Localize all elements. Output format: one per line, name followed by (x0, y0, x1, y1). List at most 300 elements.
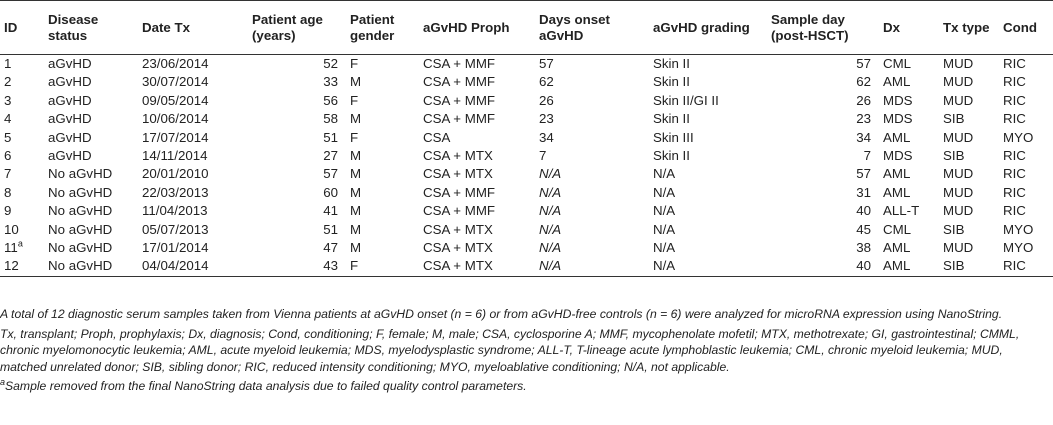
cell-patient-age (248, 55, 346, 74)
cell-agvhd-grading (649, 92, 767, 110)
cell-date-tx-text: 09/05/2014 (142, 92, 209, 108)
cell-id (0, 129, 44, 147)
cell-patient-gender-text: M (350, 203, 362, 219)
cell-agvhd-proph-text: CSA + MMF (423, 56, 496, 71)
cell-disease-status (44, 257, 138, 276)
cell-disease-status-text: No aGvHD (48, 221, 113, 237)
column-header: Tx type (939, 1, 999, 55)
cell-sample-day-text: 26 (856, 92, 871, 108)
cell-date-tx (138, 147, 248, 165)
cell-sample-day (767, 165, 879, 183)
cell-date-tx (138, 184, 248, 202)
cell-patient-age (248, 110, 346, 128)
cell-agvhd-grading-text: Skin II (653, 74, 690, 90)
cell-sample-day-text: 62 (856, 74, 871, 90)
table-row (0, 147, 1053, 165)
cell-days-onset-text: 57 (539, 56, 554, 71)
table-row (0, 184, 1053, 202)
cell-cond-text: RIC (1003, 92, 1026, 108)
table-row (0, 129, 1053, 147)
cell-agvhd-proph-text: CSA + MMF (423, 203, 496, 219)
cell-date-tx-text: 17/07/2014 (142, 129, 209, 145)
cell-id (0, 147, 44, 165)
cell-agvhd-proph-text: CSA + MMF (423, 92, 496, 108)
cell-days-onset (535, 147, 649, 165)
cell-patient-gender (346, 129, 419, 147)
cell-sample-day-text: 57 (856, 56, 871, 71)
cell-id-text: 5 (4, 129, 12, 145)
cell-agvhd-grading-text: N/A (653, 203, 676, 219)
cell-days-onset (535, 165, 649, 183)
footnote-marker: a (0, 377, 6, 388)
cell-cond-text: RIC (1003, 184, 1026, 200)
cell-patient-age (248, 239, 346, 257)
cell-agvhd-grading (649, 73, 767, 91)
cell-days-onset (535, 184, 649, 202)
cell-tx-type (939, 202, 999, 220)
cell-id-text: 3 (4, 92, 12, 108)
cell-dx (879, 73, 939, 91)
cell-patient-gender (346, 147, 419, 165)
cell-patient-age-text: 52 (323, 56, 338, 71)
cell-id (0, 55, 44, 74)
column-header: Sample day (post-HSCT) (767, 1, 879, 55)
cell-disease-status (44, 165, 138, 183)
cell-id-text: 10 (4, 221, 19, 237)
table-row (0, 257, 1053, 276)
header-row (0, 1, 1053, 55)
cell-id (0, 92, 44, 110)
cell-agvhd-proph-text: CSA (423, 129, 451, 145)
cell-patient-gender (346, 55, 419, 74)
table-footnotes (0, 306, 1050, 398)
cell-dx-text: MDS (883, 148, 913, 164)
cell-tx-type (939, 55, 999, 74)
cell-tx-type-text: MUD (943, 74, 974, 90)
cell-tx-type (939, 165, 999, 183)
cell-days-onset-text: N/A (539, 240, 562, 256)
cell-agvhd-grading (649, 239, 767, 257)
cell-sample-day-text: 23 (856, 111, 871, 127)
cell-days-onset-text: 62 (539, 74, 554, 90)
cell-agvhd-proph-text: CSA + MMF (423, 74, 496, 90)
cell-patient-age-text: 41 (323, 203, 338, 219)
cell-tx-type (939, 147, 999, 165)
cell-patient-age-text: 56 (323, 92, 338, 108)
cell-sample-day (767, 221, 879, 239)
cell-cond-text: MYO (1003, 221, 1034, 237)
cell-tx-type-text: MUD (943, 184, 974, 200)
cell-id-text: 9 (4, 203, 12, 219)
cell-days-onset (535, 221, 649, 239)
footnote-note (0, 378, 1050, 395)
cell-agvhd-grading-text: N/A (653, 166, 676, 182)
cell-patient-gender-text: F (350, 129, 359, 145)
cell-date-tx (138, 73, 248, 91)
cell-days-onset-text: N/A (539, 184, 562, 200)
cell-cond (999, 129, 1053, 147)
cell-patient-gender-text: M (350, 166, 362, 182)
table-row (0, 202, 1053, 220)
cell-cond (999, 202, 1053, 220)
cell-date-tx (138, 221, 248, 239)
column-header: Days onset aGvHD (535, 1, 649, 55)
cell-disease-status (44, 184, 138, 202)
cell-dx-text: AML (883, 240, 911, 256)
cell-id-text: 7 (4, 166, 12, 182)
cell-patient-gender (346, 110, 419, 128)
cell-date-tx-text: 23/06/2014 (142, 56, 209, 71)
cell-disease-status (44, 221, 138, 239)
cell-patient-age-text: 33 (323, 74, 338, 90)
cell-dx-text: AML (883, 184, 911, 200)
cell-date-tx-text: 04/04/2014 (142, 258, 209, 274)
cell-tx-type (939, 73, 999, 91)
cell-patient-gender-text: M (350, 221, 362, 237)
cell-dx-text: MDS (883, 111, 913, 127)
cell-sample-day (767, 110, 879, 128)
cell-agvhd-grading-text: Skin III (653, 129, 694, 145)
cell-days-onset-text: 7 (539, 148, 547, 164)
cell-patient-gender (346, 221, 419, 239)
cell-disease-status-text: aGvHD (48, 129, 92, 145)
cell-cond (999, 257, 1053, 276)
cell-cond-text: RIC (1003, 258, 1026, 274)
cell-tx-type-text: MUD (943, 129, 974, 145)
cell-disease-status-text: aGvHD (48, 56, 92, 71)
cell-id-text: 12 (4, 258, 19, 274)
cell-cond-text: MYO (1003, 129, 1034, 145)
cell-patient-gender-text: M (350, 111, 362, 127)
cell-days-onset (535, 239, 649, 257)
cell-patient-age (248, 73, 346, 91)
cell-cond-text: RIC (1003, 74, 1026, 90)
cell-dx (879, 147, 939, 165)
cell-id-text: 11 (4, 240, 18, 256)
footnote-note-text: Sample removed from the final NanoString data analysis due to failed quality control parameters. (5, 379, 527, 394)
cell-id (0, 257, 44, 276)
cell-sample-day-text: 7 (863, 148, 871, 164)
cell-days-onset (535, 110, 649, 128)
cell-disease-status-text: No aGvHD (48, 240, 113, 256)
cell-tx-type-text: MUD (943, 56, 974, 71)
cell-sample-day-text: 31 (856, 184, 871, 200)
cell-agvhd-proph (419, 147, 535, 165)
cell-tx-type-text: SIB (943, 111, 965, 127)
cell-patient-age-text: 51 (323, 221, 338, 237)
cell-sample-day (767, 92, 879, 110)
cell-sample-day (767, 129, 879, 147)
cell-tx-type-text: SIB (943, 221, 965, 237)
cell-disease-status (44, 129, 138, 147)
column-header: Patient age (years) (248, 1, 346, 55)
cell-patient-gender-text: M (350, 184, 362, 200)
cell-id (0, 221, 44, 239)
cell-dx (879, 165, 939, 183)
cell-disease-status-text: No aGvHD (48, 184, 113, 200)
cell-agvhd-grading-text: Skin II (653, 56, 690, 71)
cell-dx-text: CML (883, 56, 912, 71)
cell-date-tx (138, 202, 248, 220)
cell-date-tx-text: 20/01/2010 (142, 166, 209, 182)
cell-date-tx (138, 129, 248, 147)
cell-days-onset-text: 34 (539, 129, 554, 145)
cell-disease-status-text: aGvHD (48, 92, 92, 108)
cell-patient-age (248, 202, 346, 220)
cell-cond-text: MYO (1003, 240, 1034, 256)
cell-tx-type-text: MUD (943, 166, 974, 182)
cell-days-onset-text: N/A (539, 203, 562, 219)
cell-tx-type-text: SIB (943, 258, 965, 274)
cell-patient-age (248, 129, 346, 147)
cell-cond (999, 165, 1053, 183)
cell-days-onset-text: 26 (539, 92, 554, 108)
cell-patient-gender (346, 257, 419, 276)
cell-cond (999, 92, 1053, 110)
cell-patient-age (248, 147, 346, 165)
cell-agvhd-proph (419, 55, 535, 74)
column-header: Date Tx (138, 1, 248, 55)
cell-cond-text: RIC (1003, 111, 1026, 127)
cell-patient-gender-text: F (350, 258, 359, 274)
cell-cond (999, 239, 1053, 257)
cell-date-tx-text: 22/03/2013 (142, 184, 209, 200)
cell-dx (879, 55, 939, 74)
cell-sample-day-text: 45 (856, 221, 871, 237)
cell-sample-day-text: 38 (856, 240, 871, 256)
cell-days-onset-text: 23 (539, 111, 554, 127)
cell-cond (999, 147, 1053, 165)
cell-patient-age (248, 221, 346, 239)
cell-dx-text: AML (883, 166, 911, 182)
cell-agvhd-proph-text: CSA + MMF (423, 111, 496, 127)
cell-dx-text: MDS (883, 92, 913, 108)
cell-disease-status (44, 202, 138, 220)
cell-date-tx-text: 05/07/2013 (142, 221, 209, 237)
cell-dx (879, 92, 939, 110)
cell-agvhd-grading-text: N/A (653, 240, 676, 256)
cell-sample-day (767, 184, 879, 202)
cell-disease-status (44, 239, 138, 257)
cell-id-text: 1 (4, 56, 12, 71)
cell-tx-type (939, 184, 999, 202)
cell-sample-day-text: 40 (856, 258, 871, 274)
cell-agvhd-grading (649, 147, 767, 165)
table-row (0, 165, 1053, 183)
cell-agvhd-grading (649, 55, 767, 74)
cell-agvhd-grading-text: N/A (653, 258, 676, 274)
cell-dx-text: AML (883, 129, 911, 145)
footnote-abbreviations: Tx, transplant; Proph, prophylaxis; Dx, diagnosis; Cond, conditioning; F, female; M, male; CSA, cyclosporine A; MMF, mycophenolate mofetil; MTX, methotrexate; GI, gastrointestinal; CMML, chronic myelomonocytic leukemia; AML, acute myeloid leukemia; MDS, myelodysplastic syndrome; ALL-T, T-lineage acute lymphoblastic leukemia; CML, chronic myeloid leukemia; MUD, matched unrelated donor; SIB, sibling donor; RIC, reduced intensity conditioning; MYO, myeloablative conditioning; N/A, not applicable. (0, 326, 1020, 374)
cell-tx-type (939, 129, 999, 147)
cell-patient-age (248, 257, 346, 276)
cell-id-text: 6 (4, 148, 12, 164)
cell-disease-status-text: aGvHD (48, 111, 92, 127)
cell-patient-age-text: 51 (323, 129, 338, 145)
table-body (0, 55, 1053, 277)
cell-dx-text: ALL-T (883, 203, 920, 219)
cell-agvhd-proph-text: CSA + MTX (423, 240, 493, 256)
cell-agvhd-grading (649, 257, 767, 276)
cell-patient-gender (346, 239, 419, 257)
cell-id (0, 73, 44, 91)
cell-id (0, 165, 44, 183)
cell-agvhd-grading-text: Skin II (653, 111, 690, 127)
footnote-marker: a (17, 238, 23, 249)
cell-id-text: 2 (4, 74, 12, 90)
cell-date-tx (138, 165, 248, 183)
footnote-summary: A total of 12 diagnostic serum samples taken from Vienna patients at aGvHD onset (n = 6) or from aGvHD-free controls (n = 6) were analyzed for microRNA expression using NanoString. (0, 307, 1003, 321)
cell-cond-text: RIC (1003, 148, 1026, 164)
cell-dx-text: CML (883, 221, 912, 237)
cell-cond (999, 73, 1053, 91)
cell-days-onset (535, 202, 649, 220)
cell-cond-text: RIC (1003, 166, 1026, 182)
cell-patient-age (248, 184, 346, 202)
table-row (0, 92, 1053, 110)
cell-agvhd-proph-text: CSA + MTX (423, 148, 493, 164)
cell-patient-age-text: 60 (323, 184, 338, 200)
cell-date-tx (138, 55, 248, 74)
cell-agvhd-grading-text: N/A (653, 221, 676, 237)
cell-days-onset (535, 129, 649, 147)
cell-cond (999, 110, 1053, 128)
cell-dx-text: AML (883, 74, 911, 90)
cell-patient-gender (346, 202, 419, 220)
table-row (0, 110, 1053, 128)
cell-dx (879, 239, 939, 257)
cell-agvhd-proph-text: CSA + MMF (423, 184, 496, 200)
cell-dx (879, 110, 939, 128)
cell-days-onset (535, 73, 649, 91)
cell-disease-status-text: aGvHD (48, 74, 92, 90)
cell-tx-type-text: MUD (943, 240, 974, 256)
cell-agvhd-grading (649, 129, 767, 147)
cell-agvhd-proph-text: CSA + MTX (423, 221, 493, 237)
cell-tx-type-text: MUD (943, 92, 974, 108)
cell-agvhd-proph-text: CSA + MTX (423, 258, 493, 274)
cell-id (0, 184, 44, 202)
cell-patient-gender (346, 165, 419, 183)
cell-date-tx (138, 110, 248, 128)
cell-tx-type (939, 221, 999, 239)
cell-date-tx-text: 17/01/2014 (142, 240, 209, 256)
cell-id-text: 4 (4, 111, 12, 127)
cell-agvhd-proph (419, 73, 535, 91)
cell-agvhd-proph (419, 92, 535, 110)
cell-agvhd-grading (649, 110, 767, 128)
cell-agvhd-grading (649, 202, 767, 220)
cell-agvhd-proph (419, 239, 535, 257)
cell-patient-age-text: 43 (323, 258, 338, 274)
cell-disease-status (44, 55, 138, 74)
cell-dx (879, 257, 939, 276)
cell-tx-type (939, 239, 999, 257)
cell-patient-gender (346, 184, 419, 202)
cell-sample-day (767, 55, 879, 74)
cell-days-onset-text: N/A (539, 221, 562, 237)
cell-patient-gender (346, 73, 419, 91)
cell-id-text: 8 (4, 184, 12, 200)
cell-agvhd-proph (419, 221, 535, 239)
cell-dx (879, 184, 939, 202)
cell-cond-text: RIC (1003, 203, 1026, 219)
cell-sample-day-text: 34 (856, 129, 871, 145)
cell-disease-status-text: No aGvHD (48, 203, 113, 219)
cell-agvhd-proph (419, 129, 535, 147)
cell-days-onset-text: N/A (539, 166, 562, 182)
cell-sample-day (767, 202, 879, 220)
cell-disease-status-text: No aGvHD (48, 258, 113, 274)
cell-tx-type (939, 257, 999, 276)
column-header: Dx (879, 1, 939, 55)
cell-agvhd-proph (419, 110, 535, 128)
cell-patient-gender-text: F (350, 92, 359, 108)
cell-sample-day (767, 147, 879, 165)
cell-dx (879, 202, 939, 220)
cell-agvhd-proph (419, 184, 535, 202)
cell-cond (999, 184, 1053, 202)
cell-sample-day-text: 40 (856, 203, 871, 219)
cell-agvhd-proph (419, 165, 535, 183)
table-row (0, 55, 1053, 74)
cell-agvhd-grading (649, 165, 767, 183)
cell-agvhd-grading (649, 184, 767, 202)
cell-agvhd-grading-text: Skin II (653, 148, 690, 164)
cell-agvhd-proph-text: CSA + MTX (423, 166, 493, 182)
table-row (0, 221, 1053, 239)
column-header: Patient gender (346, 1, 419, 55)
cell-date-tx-text: 11/04/2013 (142, 203, 208, 219)
cell-id (0, 202, 44, 220)
table-row (0, 239, 1053, 257)
cell-dx (879, 221, 939, 239)
cell-id (0, 110, 44, 128)
cell-patient-age-text: 27 (323, 148, 338, 164)
cell-id (0, 239, 44, 257)
cell-sample-day (767, 73, 879, 91)
cell-tx-type (939, 92, 999, 110)
cell-tx-type-text: MUD (943, 203, 974, 219)
cell-agvhd-proph (419, 257, 535, 276)
cell-cond-text: RIC (1003, 56, 1026, 71)
cell-dx-text: AML (883, 258, 911, 274)
cell-agvhd-grading (649, 221, 767, 239)
cell-sample-day (767, 257, 879, 276)
cell-date-tx-text: 10/06/2014 (142, 111, 209, 127)
cell-days-onset-text: N/A (539, 258, 562, 274)
cell-days-onset (535, 92, 649, 110)
column-header: Disease status (44, 1, 138, 55)
cell-disease-status (44, 147, 138, 165)
cell-disease-status (44, 110, 138, 128)
cell-cond (999, 221, 1053, 239)
cell-date-tx-text: 30/07/2014 (142, 74, 209, 90)
cell-disease-status-text: aGvHD (48, 148, 92, 164)
cell-sample-day (767, 239, 879, 257)
column-header: aGvHD Proph (419, 1, 535, 55)
cell-patient-gender-text: M (350, 74, 362, 90)
cell-patient-age-text: 57 (323, 166, 338, 182)
cell-disease-status (44, 92, 138, 110)
cell-disease-status (44, 73, 138, 91)
cell-date-tx (138, 257, 248, 276)
cell-date-tx (138, 239, 248, 257)
cell-date-tx-text: 14/11/2014 (142, 148, 208, 164)
column-header: aGvHD grading (649, 1, 767, 55)
column-header: ID (0, 1, 44, 55)
cell-patient-age-text: 58 (323, 111, 338, 127)
